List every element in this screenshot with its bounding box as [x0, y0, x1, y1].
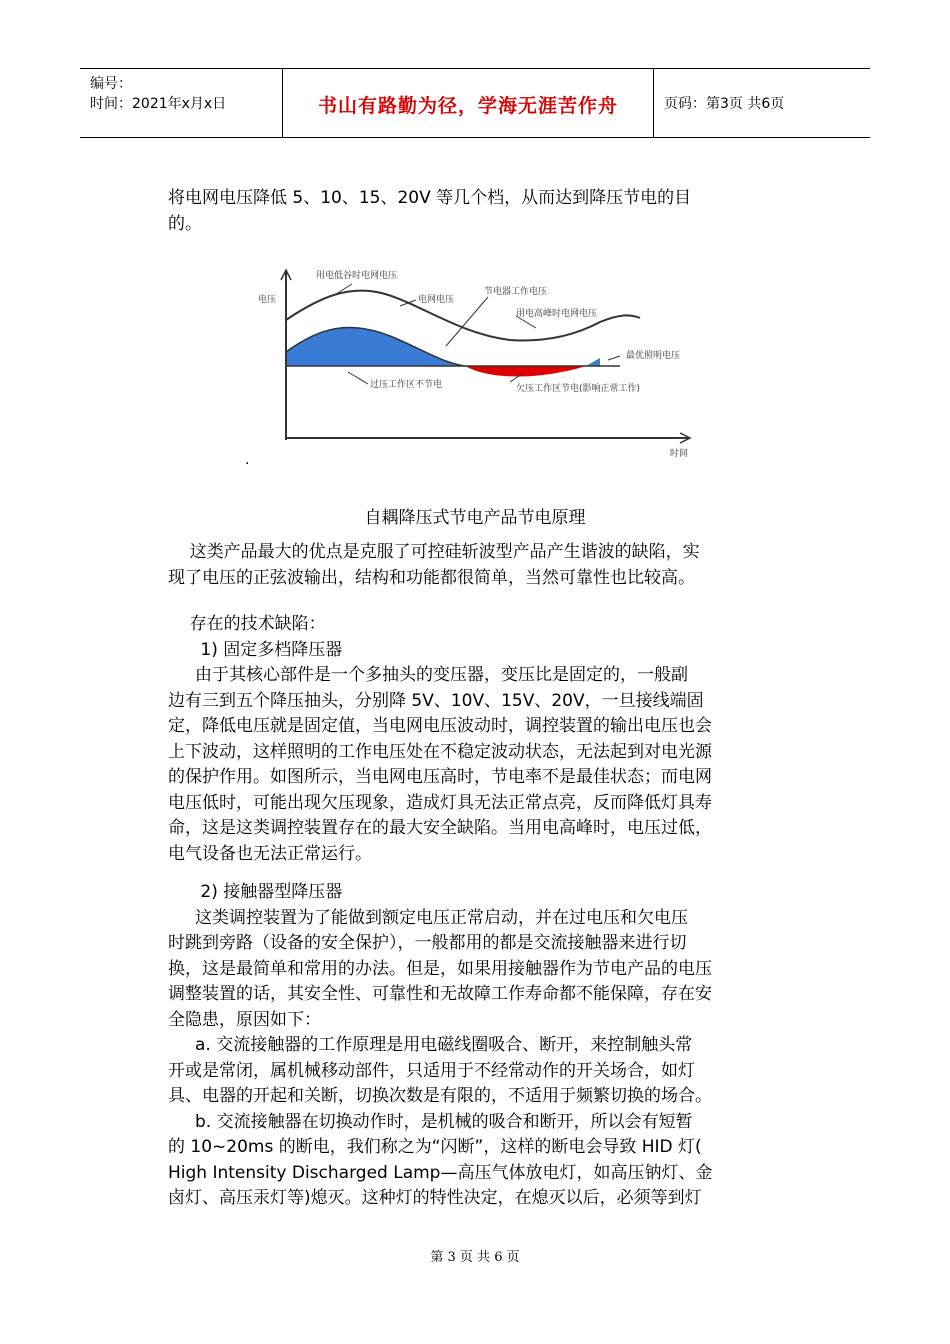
text-line: 的保护作用。如图所示，当电网电压高时，节电率不是最佳状态；而电网: [168, 767, 712, 787]
text-line: 的 10~20ms 的断电，我们称之为“闪断”，这样的断电会导致 HID 灯(: [168, 1137, 702, 1157]
text-line: 开或是常闭，属机械移动部件，只适用于不经常动作的开关场合，如灯: [168, 1060, 695, 1081]
text-line: 由于其核心部件是一个多抽头的变压器，变压比是固定的，一般副: [168, 665, 689, 685]
label-low-load: 用电低谷时电网电压: [316, 271, 398, 281]
text-line: 定，降低电压就是固定值，当电网电压波动时，调控装置的输出电压也会: [168, 716, 712, 736]
time-label: 时间：2021年x月x日: [90, 96, 227, 112]
page-info: 页码：第3页 共6页: [664, 96, 785, 112]
y-axis-label: 电压: [258, 295, 277, 305]
text-line: 边有三到五个降压抽头，分别降 5V、10V、15V、20V，一旦接线端固: [168, 690, 704, 711]
text-line: 电压低时，可能出现欠压现象，造成灯具无法正常点亮，反而降低灯具寿: [168, 792, 712, 813]
leader-optimal: [608, 356, 620, 360]
text-line: High Intensity Discharged Lamp—高压气体放电灯，如高压钠灯、金: [168, 1162, 713, 1183]
text-line: 将电网电压降低 5、10、15、20V 等几个档，从而达到降压节电的目: [168, 188, 692, 208]
text-line: 上下波动，这样照明的工作电压处在不稳定波动状态，无法起到对电光源: [168, 741, 712, 762]
text-line: 2) 接触器型降压器: [168, 882, 343, 902]
label-saver: 节电器工作电压: [484, 287, 548, 297]
header-page-cell: [654, 69, 870, 137]
text-line: 现了电压的正弦波输出，结构和功能都很简单，当然可靠性也比较高。: [168, 567, 695, 588]
text-line: 卤灯、高压汞灯等)熄灭。这种灯的特性决定，在熄灭以后，必须等到灯: [168, 1188, 702, 1208]
text-line: 全隐患，原因如下：: [168, 1009, 321, 1030]
text-line: 存在的技术缺陷：: [168, 614, 326, 634]
text-line: 的。: [168, 213, 202, 234]
motto: 书山有路勤为径，学海无涯苦作舟: [317, 95, 618, 117]
page-footer: 第 3 页 共 6 页: [430, 1250, 520, 1265]
header-motto-cell: [283, 69, 654, 137]
over-voltage-region-small: [586, 358, 600, 366]
paragraph-contactor: [168, 880, 788, 1212]
text-line: 命，这是这类调控装置存在的最大安全缺陷。当用电高峰时，电压过低，: [168, 818, 712, 838]
paragraph-intro: [168, 186, 788, 237]
figure-caption: 自耦降压式节电产品节电原理: [364, 508, 586, 528]
text-line: b. 交流接触器在切换动作时，是机械的吸合和断开，所以会有短暂: [168, 1111, 693, 1132]
text-line: a. 交流接触器的工作原理是用电磁线圈吸合、断开，来控制触头常: [168, 1035, 693, 1055]
over-voltage-region: [286, 327, 465, 366]
text-line: 调整装置的话，其安全性、可靠性和无故障工作寿命都不能保障，存在安: [168, 984, 712, 1004]
label-over: 过压工作区不节电: [370, 380, 443, 390]
label-grid: 电网电压: [418, 295, 455, 305]
text-line: 具、电器的开起和关断，切换次数是有限的，不适用于频繁切换的场合。: [168, 1086, 712, 1106]
under-voltage-region: [465, 366, 586, 377]
text-line: 电气设备也无法正常运行。: [168, 843, 372, 864]
header-meta-cell: [80, 69, 283, 137]
leader-over: [348, 372, 368, 384]
text-line: 这类产品最大的优点是克服了可控硅斩波型产品产生谐波的缺陷，实: [168, 542, 700, 562]
page-header: [80, 68, 870, 138]
text-line: 时跳到旁路（设备的安全保护），一般都用的都是交流接触器来进行切: [168, 933, 687, 953]
text-line: 换，这是最简单和常用的办法。但是，如果用接触器作为节电产品的电压: [168, 958, 712, 979]
label-under: 欠压工作区节电(影响正常工作): [516, 384, 641, 394]
text-line: 1) 固定多档降压器: [168, 639, 343, 660]
number-label: 编号：: [90, 76, 132, 92]
text-line: 这类调控装置为了能做到额定电压正常启动，并在过电压和欠电压: [168, 907, 689, 928]
voltage-diagram: [240, 262, 710, 466]
x-axis-label: 时间: [670, 449, 689, 459]
paragraph-advantage: [168, 540, 788, 591]
label-peak: 用电高峰时电网电压: [516, 309, 598, 319]
label-optimal: 最优照明电压: [626, 351, 681, 361]
paragraph-defects: [168, 612, 788, 867]
figure-dot: .: [245, 452, 250, 468]
